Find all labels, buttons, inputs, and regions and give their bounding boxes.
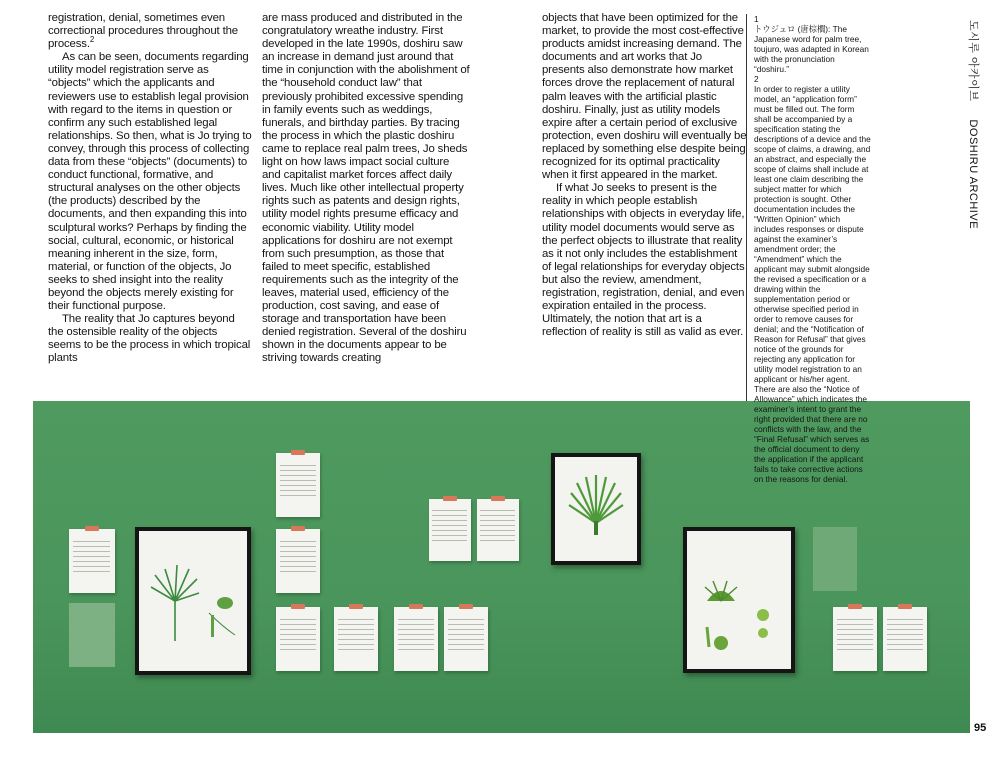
- page-number: 95: [974, 722, 987, 734]
- text-column-3: [542, 12, 747, 339]
- palm-drawing: [139, 531, 247, 671]
- document-sheet: [444, 607, 488, 671]
- green-card: [813, 527, 857, 591]
- document-sheet: [394, 607, 438, 671]
- running-head: [966, 20, 982, 229]
- paragraph: The reality that Jo captures beyond the ostensible reality of the objects seems to be the process in which tropical plants: [48, 313, 251, 365]
- footnote-text: トウジュロ (唐棕櫚): The Japanese word for palm tree, toujuro, was adapted in Korean with the pronunciation “doshiru.”: [754, 24, 869, 74]
- palm-components-drawing: [687, 531, 791, 669]
- framed-artwork: [135, 527, 251, 675]
- paragraph: are mass produced and distributed in the congratulatory wreathe industry. First developed in the late 1990s, doshiru saw an increase in demand just around that time in conjunction with the abolishment of the “household conduct law” that previously prohibited excessive spending in family events such as weddings, funerals, and birthday parties. By tracing the process in which the plastic doshiru came to replace real palm trees, Jo sheds light on how laws impact social culture and capitalist market forces affect daily lives. Much like other intellectual property rights such as patents and design rights, utility model rights presume efficacy and economic viability. Utility model applications for doshiru are not exempt from such presumption, as those that failed to meet specific, established requirements such as the integrity of the leaves, material used, efficiency of the production, cost saving, and ease of storage and transportation have been denied registration. Several of the doshiru shown in the documents appear to be striving towards creating: [262, 12, 470, 365]
- document-sheet: [276, 453, 320, 517]
- notes-divider: [746, 14, 747, 406]
- footnote-ref[interactable]: 2: [89, 35, 95, 45]
- text-column-2: [262, 12, 470, 366]
- footnote-text: In order to register a utility model, an “application form” must be filled out. The form shall be accompanied by a specification stating the descriptions of a device and the scope of claims, a drawing, and an abstract, and especially the scope of claims shall include at least one claim describing the subject matter for which protection is sought. Other documentation includes the “Written Opinion” which includes responses or dispute against the examiner’s amendment order; the “Amendment” which the applicant may submit alongside the revised a specification or a drawing within the supplementation period or otherwise specified period in order to remove causes for denial; and the “Notification of Reason for Refusal” that gives notice of the grounds for rejecting any application for utility model registration to an applicant or his/her agent. There are also the “Notice of Allowance” which indicates the examiner’s intent to grant the right provided that there are no conflicts with the law, and the “Final Refusal” which serves as the official document to deny the application if the applicant fails to take corrective actions on the reasons for denial.: [754, 84, 871, 484]
- text-column-1: [48, 12, 253, 366]
- running-head-english: DOSHIRU ARCHIVE: [967, 119, 979, 230]
- document-sheet: [276, 607, 320, 671]
- running-head-korean: 도시루 아카이브: [967, 20, 979, 102]
- footnote-number: 1: [754, 14, 759, 24]
- fan-palm-drawing: [555, 457, 637, 561]
- footnotes: [754, 14, 872, 484]
- paragraph: registration, denial, sometimes even correctional procedures throughout the process.: [48, 12, 238, 51]
- document-sheet: [833, 607, 877, 671]
- document-sheet: [276, 529, 320, 593]
- paragraph: objects that have been optimized for the market, to provide the most cost-effective products amidst increasing demand. The documents and art works that Jo presents also demonstrate how market forces drove the replacement of natural palm leaves with the artificial plastic doshiru. Finally, just as utility models expire after a certain period of exclusive protection, even doshiru will eventually be replaced by something else despite being recognized for its optimal practicality when it first appeared in the market.: [542, 12, 747, 182]
- document-sheet: [883, 607, 927, 671]
- green-card: [69, 603, 115, 667]
- document-sheet: [334, 607, 378, 671]
- document-sheet: [429, 499, 471, 561]
- framed-artwork: [683, 527, 795, 673]
- paragraph: As can be seen, documents regarding utility model registration serve as “objects” which the applicants and reviewers use to establish legal provision with regard to the items in question or confirm any such established legal relationships. So then, what is Jo trying to convey, through this process of collecting data from these “objects” (documents) to conduct functional, formative, and structural analyses on the other objects (the products) described by the documents, and then expanding this into sculptural works? Perhaps by finding the social, cultural, economic, or historical meaning inherent in the size, form, material, or function of the objects, Jo seeks to shed insight into the reality beyond the objects merely existing for their functional purpose.: [48, 51, 252, 313]
- document-sheet: [69, 529, 115, 593]
- footnote-1: [754, 14, 872, 74]
- paragraph: If what Jo seeks to present is the reality in which people establish relationships with objects in everyday life, utility model documents would serve as the perfect objects to illustrate that reality as it not only includes the establishment of legal relationships for everyday objects but also the review, amendment, registration, registration, denial, and even expiration entailed in the process. Ultimately, the notion that art is a reflection of reality is still as valid as ever.: [542, 182, 745, 339]
- document-sheet: [477, 499, 519, 561]
- footnote-2: [754, 74, 872, 484]
- framed-artwork: [551, 453, 641, 565]
- footnote-number: 2: [754, 74, 759, 84]
